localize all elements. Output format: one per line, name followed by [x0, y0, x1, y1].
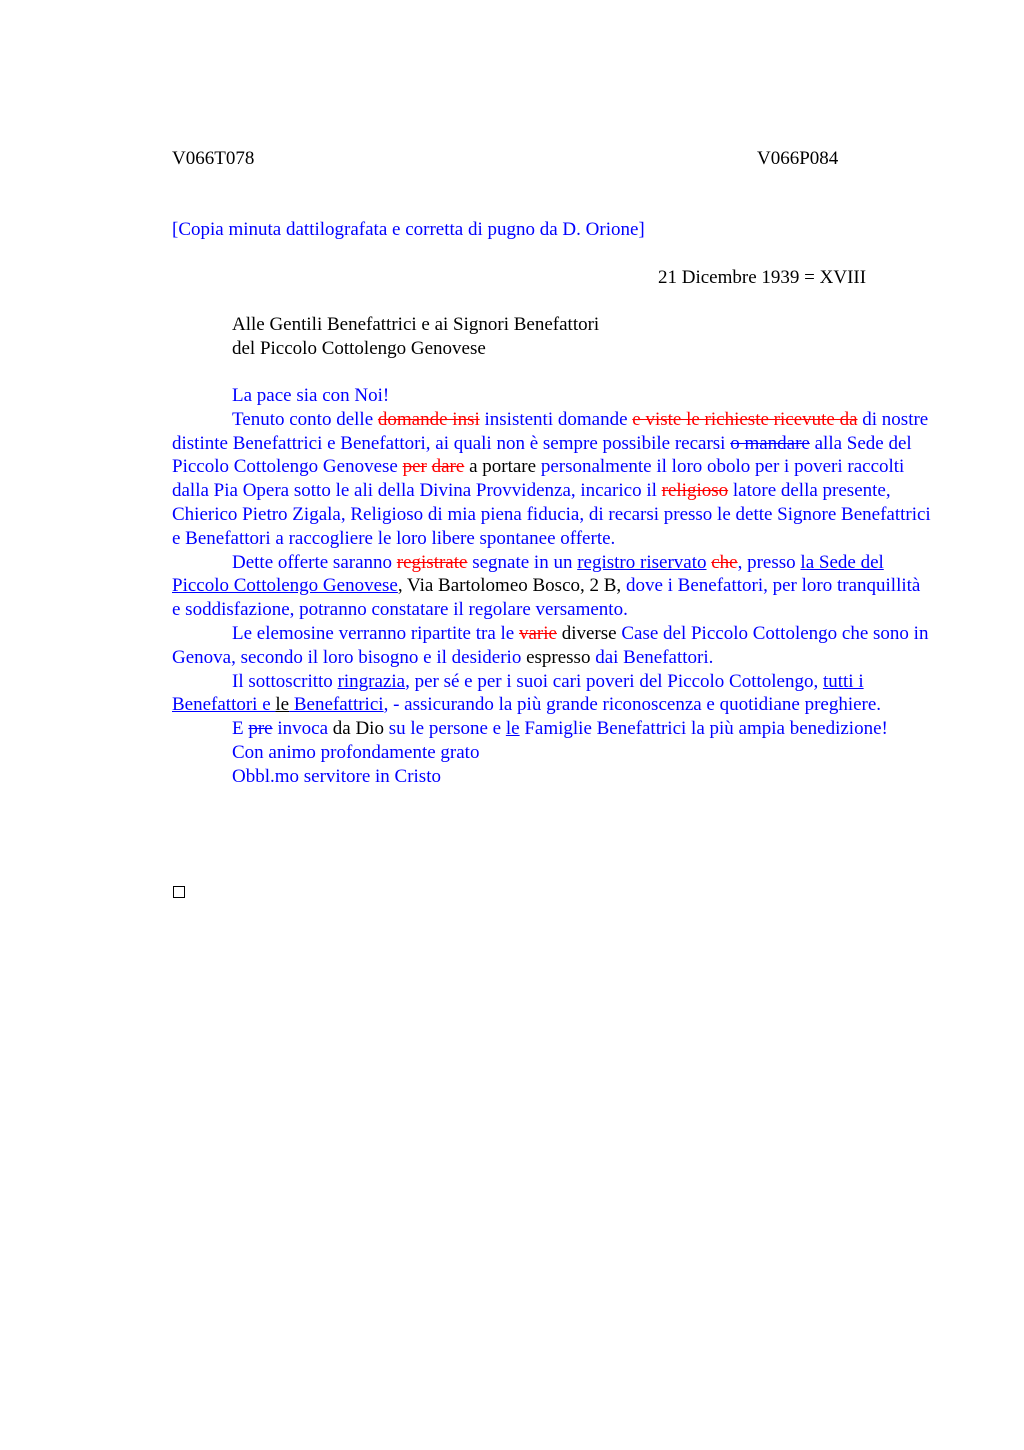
paragraph-4	[172, 670, 932, 718]
document-code-right: V066P084	[757, 148, 839, 169]
text-run: dai Benefattori.	[590, 646, 714, 668]
underlined-text: la Sede del Piccolo Cottolengo Genovese	[172, 551, 884, 597]
text-run: su le persone e	[383, 718, 506, 740]
typed-text: a portare	[464, 456, 537, 478]
letter-date: 21 Dicembre 1939 = XVIII	[658, 267, 867, 288]
text-run: Dette offerte saranno	[232, 551, 397, 573]
document-code-left: V066T078	[172, 148, 255, 169]
greeting: La pace sia con Noi!	[232, 385, 390, 406]
letter-body	[172, 384, 932, 789]
underlined-text: ringrazia	[337, 670, 406, 692]
text-run: E	[232, 718, 249, 740]
text-run: insistenti domande	[479, 408, 633, 430]
paragraph-5	[172, 717, 932, 741]
text-run: , per sé e per i suoi cari poveri del Piccolo Cottolengo,	[405, 670, 823, 692]
typed-text: espresso	[526, 646, 591, 668]
address-line-1: Alle Gentili Benefattrici e ai Signori Benefattori	[232, 314, 600, 335]
address-line-2: del Piccolo Cottolengo Genovese	[232, 338, 486, 359]
letter-address	[232, 313, 599, 361]
paragraph-1	[172, 408, 932, 551]
deleted-text: pre	[248, 718, 273, 740]
text-run: segnate in un	[467, 551, 578, 573]
text-run: dove i Benefattori, per loro tranquillità e soddisfazione, potranno constatare il regolare versamento.	[172, 575, 921, 621]
typed-text: da Dio	[332, 718, 384, 740]
deleted-text: registrate	[396, 551, 468, 573]
underlined-typed-text: le	[275, 694, 290, 716]
typed-text: , Via Bartolomeo Bosco, 2 B,	[397, 575, 622, 597]
text-run: invoca	[272, 718, 333, 740]
closing-line-1: Con animo profondamente grato	[232, 741, 480, 763]
editorial-note: [Copia minuta dattilografata e corretta di pugno da D. Orione]	[172, 219, 645, 240]
underlined-text: le	[505, 718, 520, 740]
text-run: Famiglie Benefattrici la più ampia benedizione!	[519, 718, 888, 740]
typed-text: diverse	[556, 622, 617, 644]
deleted-text: che	[711, 551, 738, 573]
text-run: , - assicurando la più grande riconoscenza e quotidiane preghiere.	[383, 694, 882, 716]
text-run: alla Sede del Piccolo Cottolengo Genovese	[172, 432, 912, 478]
text-run: , presso	[737, 551, 801, 573]
text-run: Il sottoscritto	[232, 670, 338, 692]
underlined-text: tutti i Benefattori e	[172, 670, 864, 716]
paragraph-3	[172, 622, 932, 670]
text-run: Le elemosine verranno ripartite tra le	[232, 622, 519, 644]
deleted-text: e viste le richieste ricevute da	[632, 408, 858, 430]
deleted-text: o mandare	[730, 432, 810, 454]
text-run: Tenuto conto delle	[232, 408, 378, 430]
checkbox-square-icon	[173, 886, 185, 898]
paragraph-2	[172, 551, 932, 622]
deleted-text: domande insi	[377, 408, 480, 430]
text-run: di nostre distinte Benefattrici e Benefattori, ai quali non è sempre possibile recarsi	[172, 408, 929, 454]
text-run: personalmente il loro obolo per i poveri raccolti dalla Pia Opera sotto le ali della Divina Provvidenza, incarico il	[172, 456, 905, 502]
deleted-text: varie	[518, 622, 557, 644]
text-run: Case del Piccolo Cottolengo che sono in Genova, secondo il loro bisogno e il desiderio	[172, 622, 929, 668]
text-run: latore della presente, Chierico Pietro Zigala, Religioso di mia piena fiducia, di recarsi presso le dette Signore Benefattrici e Benefattori a raccogliere le loro libere spontanee offerte.	[172, 480, 931, 549]
underlined-text: Benefattrici	[289, 694, 384, 716]
closing-line-2: Obbl.mo servitore in Cristo	[232, 765, 441, 787]
deleted-text: religioso	[661, 480, 729, 502]
underlined-text: registro riservato	[577, 551, 707, 573]
deleted-text: per	[402, 456, 427, 478]
deleted-text: dare	[431, 456, 465, 478]
